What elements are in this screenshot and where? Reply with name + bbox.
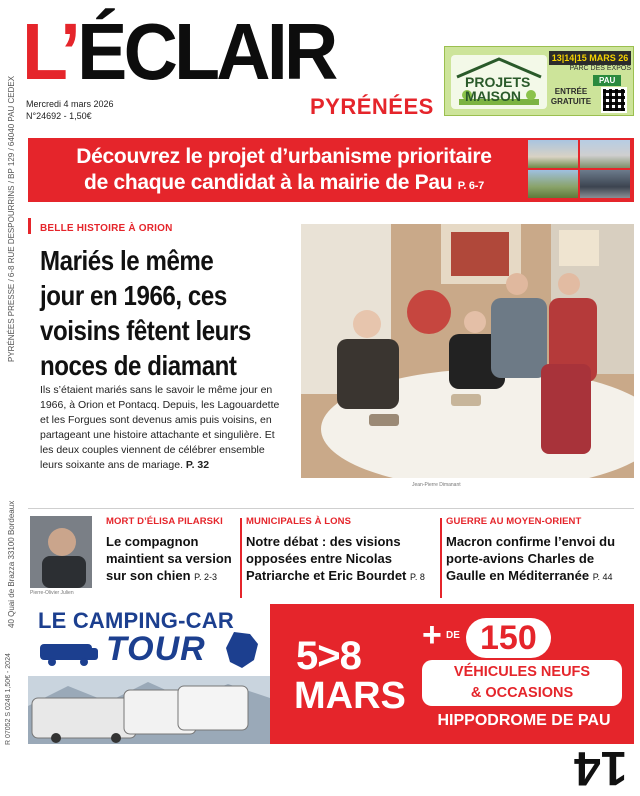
banner-line-1: Découvrez le projet d’urbanisme prioritaire — [76, 145, 492, 168]
brief-1-photo-credit: Pierre-Olivier Julien — [30, 590, 74, 596]
brief-1-title — [106, 533, 234, 586]
brief-1-page-ref: P. 2-3 — [194, 572, 218, 582]
camping-car-ad[interactable] — [28, 604, 634, 744]
plus-sign: + — [422, 616, 442, 654]
main-lede — [40, 383, 290, 473]
event-venue: HIPPODROME DE PAU — [437, 712, 611, 729]
barcode-icon — [26, 744, 446, 796]
vehicles-box — [422, 660, 622, 706]
fair-entry: ENTRÉE GRATUITE — [550, 87, 592, 106]
camping-title: LE CAMPING-CAR — [38, 608, 234, 633]
brief-1-kicker: MORT D’ÉLISA PILARSKI — [106, 516, 223, 527]
brief-2-kicker: MUNICIPALES À LONS — [246, 516, 352, 527]
newspaper-title — [22, 4, 335, 100]
man-portrait — [30, 516, 92, 588]
banner-text — [36, 144, 532, 199]
main-kicker: BELLE HISTOIRE À ORION — [40, 223, 173, 234]
thumb-building-2 — [580, 140, 630, 168]
fair-dates: 13|14|15 MARS 26 — [549, 51, 631, 65]
brief-3-separator — [440, 518, 442, 598]
issue-date: Mercredi 4 mars 2026 — [26, 99, 114, 109]
main-lede-text: Ils s’étaient mariés sans le savoir le même jour en 1966, à Orion et Pontacq. Depuis, les Lagouardette et les Forgues sont devenus amis puis voisins, en partageant une histoire attachante et singulière. Et les deux couples viennent de célébrer ensemble leurs soixante ans de mariage. — [40, 384, 280, 471]
vehicles-line-1: VÉHICULES NEUFS — [453, 664, 591, 680]
main-photo[interactable] — [301, 224, 634, 478]
page-number: 14 — [574, 741, 628, 794]
brief-3-title-text: Macron confirme l’envoi du porte-avions Charles de Gaulle en Méditerranée — [446, 534, 616, 583]
brief-3-title — [446, 533, 636, 586]
projets-maison-ad[interactable] — [444, 46, 634, 116]
brief-1-photo[interactable] — [30, 516, 92, 588]
vehicle-count: 150 — [466, 618, 551, 658]
title-main: ÉCLAIR — [77, 7, 335, 96]
banner-line-2-text: de chaque candidat à la mairie de Pau — [84, 171, 453, 194]
banner-thumbnails — [528, 140, 632, 200]
de-label: DE — [446, 630, 460, 641]
banner-line-2 — [36, 170, 532, 199]
brief-3-page-ref: P. 44 — [592, 572, 613, 582]
issue-number: N°24692 - 1,50€ — [26, 111, 92, 121]
projets-logo — [451, 55, 547, 109]
campervans-photo — [28, 676, 270, 744]
main-headline[interactable]: Mariés le même jour en 1966, ces voisins fêtent leurs noces de diamant — [40, 245, 251, 381]
camping-tour: TOUR — [106, 630, 206, 668]
barcode-code: R 07052 S 0248 1,50€ - 2024 — [5, 653, 12, 745]
urbanism-banner[interactable] — [28, 138, 634, 202]
brief-2-title — [246, 533, 432, 586]
brief-1-title-text: Le compagnon maintient sa version sur son chien — [106, 534, 232, 583]
fair-venue: PARC DES EXPOS — [569, 65, 631, 72]
fair-city: PAU — [593, 75, 621, 86]
kicker-bar — [28, 218, 31, 234]
thumb-hall — [580, 170, 630, 198]
newspaper-subtitle: PYRÉNÉES — [310, 94, 434, 119]
publisher-address: PYRÉNÉES PRESSE / 6-8 RUE DESPOURRINS / BP 129 / 64040 PAU CEDEX — [7, 75, 16, 362]
main-photo-credit: Jean-Pierre Dimanant — [412, 482, 461, 488]
brief-2[interactable] — [246, 516, 432, 586]
qr-code-icon[interactable] — [601, 87, 627, 113]
france-map-icon — [224, 630, 260, 670]
brief-3[interactable] — [446, 516, 636, 586]
event-dates: 5>8 — [296, 634, 361, 678]
camping-ad-left — [28, 604, 270, 744]
brief-2-page-ref: P. 8 — [410, 572, 425, 582]
main-page-ref: P. 32 — [185, 459, 210, 471]
brief-2-separator — [240, 518, 242, 598]
section-divider — [28, 508, 634, 509]
barcode-area — [26, 744, 446, 796]
printer-address: 40 Quai de Brazza 33100 Bordeaux — [7, 500, 16, 628]
thumb-park — [528, 170, 578, 198]
brief-3-kicker: GUERRE AU MOYEN-ORIENT — [446, 516, 582, 527]
vehicles-line-2: & OCCASIONS — [470, 685, 574, 701]
title-apostrophe: L’ — [22, 7, 78, 96]
banner-page-ref: P. 6-7 — [457, 180, 484, 192]
brief-2-title-text: Notre débat : des visions opposées entre Nicolas Patriarche et Eric Bourdet — [246, 534, 407, 583]
camping-ad-right — [270, 604, 634, 744]
dateline — [26, 98, 114, 122]
projets-logo-text: PROJETS MAISON — [465, 74, 531, 104]
thumb-building-1 — [528, 140, 578, 168]
campervan-icon — [36, 638, 106, 668]
dinner-photo — [301, 224, 634, 478]
brief-1[interactable] — [106, 516, 234, 586]
event-month: MARS — [294, 675, 406, 717]
